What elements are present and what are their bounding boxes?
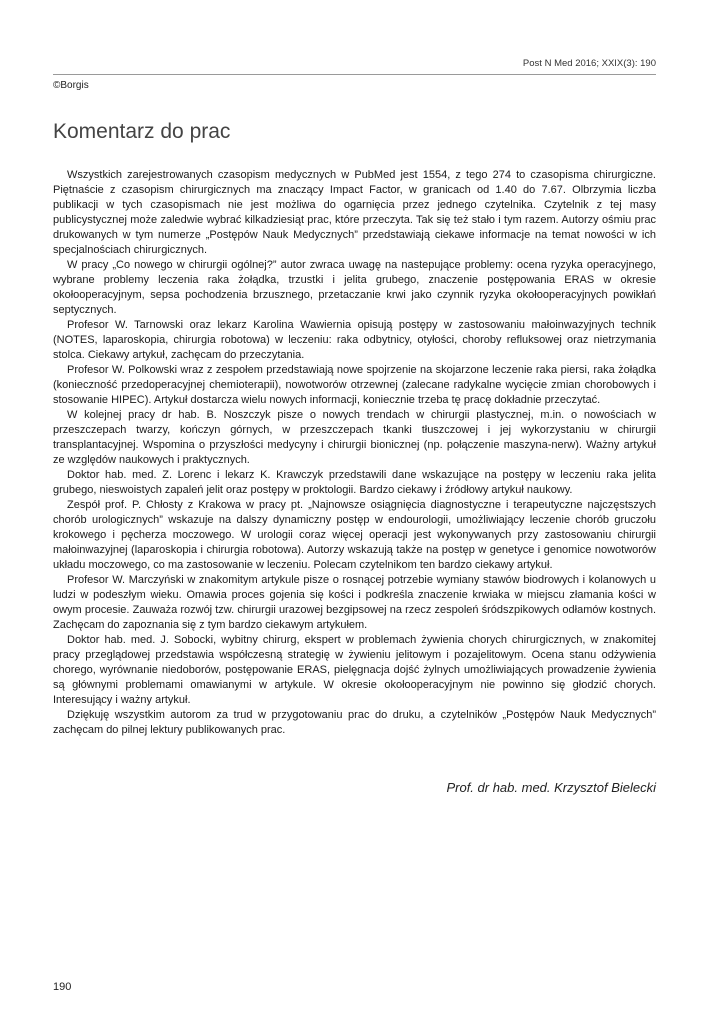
article-title: Komentarz do prac xyxy=(53,120,231,143)
page-number: 190 xyxy=(53,981,72,993)
author-signature: Prof. dr hab. med. Krzysztof Bielecki xyxy=(446,780,656,795)
paragraph: Doktor hab. med. J. Sobocki, wybitny chirurg, ekspert w problemach żywienia chorych chirurgicznych, w znakomitej pracy przeglądowej przedstawia współczesną strategię w żywieniu jelitowym i pozajelitowym. Ocena stanu odżywienia chorego, wyrównanie niedoborów, postępowanie ERAS, pielęgnacja dojść żylnych umożliwiających prowadzenie żywienia są głównymi problemami omawianymi w artykule. W okresie okołooperacyjnym nie powinno się głodzić chorych. Interesujący i ważny artykuł. xyxy=(53,634,656,706)
article-body xyxy=(53,168,656,738)
journal-reference: Post N Med 2016; XXIX(3): 190 xyxy=(522,58,656,69)
publisher-label: ©Borgis xyxy=(53,80,89,91)
paragraph: W kolejnej pracy dr hab. B. Noszczyk pisze o nowych trendach w chirurgii plastycznej, m.in. o nowościach w przeszczepach twarzy, kończyn górnych, w przeszczepach tkanki tłuszczowej i jej wykorzystaniu w chirurgii transplantacyjnej. Wspomina o przyszłości medycyny i chirurgii bionicznej (np. połączenie maszyna-nerw). Ważny artykuł ze względów naukowych i praktycznych. xyxy=(53,409,656,466)
paragraph: Dziękuję wszystkim autorom za trud w przygotowaniu prac do druku, a czytelników „Postępów Nauk Medycznych” zachęcam do pilnej lektury publikowanych prac. xyxy=(53,709,656,736)
paragraph: Wszystkich zarejestrowanych czasopism medycznych w PubMed jest 1554, z tego 274 to czasopisma chirurgiczne. Piętnaście z czasopism chirurgicznych ma znaczący Impact Factor, w granicach od 1.40 do 7.67. Olbrzymia liczba publikacji w tych czasopismach nie jest możliwa do ogarnięcia przez jednego czytelnika. Czytelnik z tej masy publicystycznej może zaledwie wybrać kilkadziesiąt prac, które przeczyta. Tak się też stało i tym razem. Autorzy ośmiu prac drukowanych w tym numerze „Postępów Nauk Medycznych” przedstawiają ciekawe informacje na temat nowości w ich specjalnościach chirurgicznych. xyxy=(53,169,656,256)
paragraph: Profesor W. Marczyński w znakomitym artykule pisze o rosnącej potrzebie wymiany stawów biodrowych i kolanowych u ludzi w podeszłym wieku. Omawia proces gojenia się kości i podkreśla znaczenie krwiaka w miejscu złamania kości w owym procesie. Zauważa rozwój tzw. chirurgii urazowej bezgipsowej na rzecz zespoleń śródszpikowych odłamów kostnych. Zachęcam do zapoznania się z tym bardzo ciekawym artykułem. xyxy=(53,574,656,631)
header-divider xyxy=(53,74,656,75)
paragraph: Profesor W. Polkowski wraz z zespołem przedstawiają nowe spojrzenie na skojarzone leczenie raka piersi, raka żołądka (konieczność przedoperacyjnej chemioterapii), nowotworów otrzewnej (zalecane radykalne wycięcie zmian chorobowych i stosowanie HIPEC). Artykuł dostarcza wielu nowych informacji, koniecznie trzeba tę pracę dokładnie przeczytać. xyxy=(53,364,656,406)
paragraph: Profesor W. Tarnowski oraz lekarz Karolina Wawiernia opisują postępy w zastosowaniu małoinwazyjnych technik (NOTES, laparoskopia, chirurgia robotowa) w leczeniu: raka odbytnicy, otyłości, choroby refluksowej oraz nietrzymania stolca. Ciekawy artykuł, zachęcam do przeczytania. xyxy=(53,319,656,361)
paragraph: Zespół prof. P. Chłosty z Krakowa w pracy pt. „Najnowsze osiągnięcia diagnostyczne i terapeutyczne najczęstszych chorób urologicznych” wskazuje na dalszy dynamiczny postęp w endourologii, umożliwiający leczenie chorób gruczołu krokowego i pęcherza moczowego. W urologii coraz więcej operacji jest wykonywanych przy zastosowaniu chirurgii małoinwazyjnej (laparoskopia i chirurgia robotowa). Autorzy wskazują także na postęp w genetyce i genomice nowotworów układu moczowego, co ma zastosowanie w leczeniu. Polecam czytelnikom ten bardzo ciekawy artykuł. xyxy=(53,499,656,571)
paragraph: W pracy „Co nowego w chirurgii ogólnej?” autor zwraca uwagę na nastepujące problemy: ocena ryzyka operacyjnego, wybrane problemy leczenia raka żołądka, trzustki i jelita grubego, znaczenie postępowania ERAS w okresie okołooperacyjnym, sepsa pochodzenia brzusznego, przetaczanie krwi jako czynnik ryzyka okołooperacyjnych powikłań septycznych. xyxy=(53,259,656,316)
paragraph: Doktor hab. med. Z. Lorenc i lekarz K. Krawczyk przedstawili dane wskazujące na postępy w leczeniu raka jelita grubego, nieswoistych zapaleń jelit oraz postępy w proktologii. Bardzo ciekawy i źródłowy artykuł naukowy. xyxy=(53,469,656,496)
